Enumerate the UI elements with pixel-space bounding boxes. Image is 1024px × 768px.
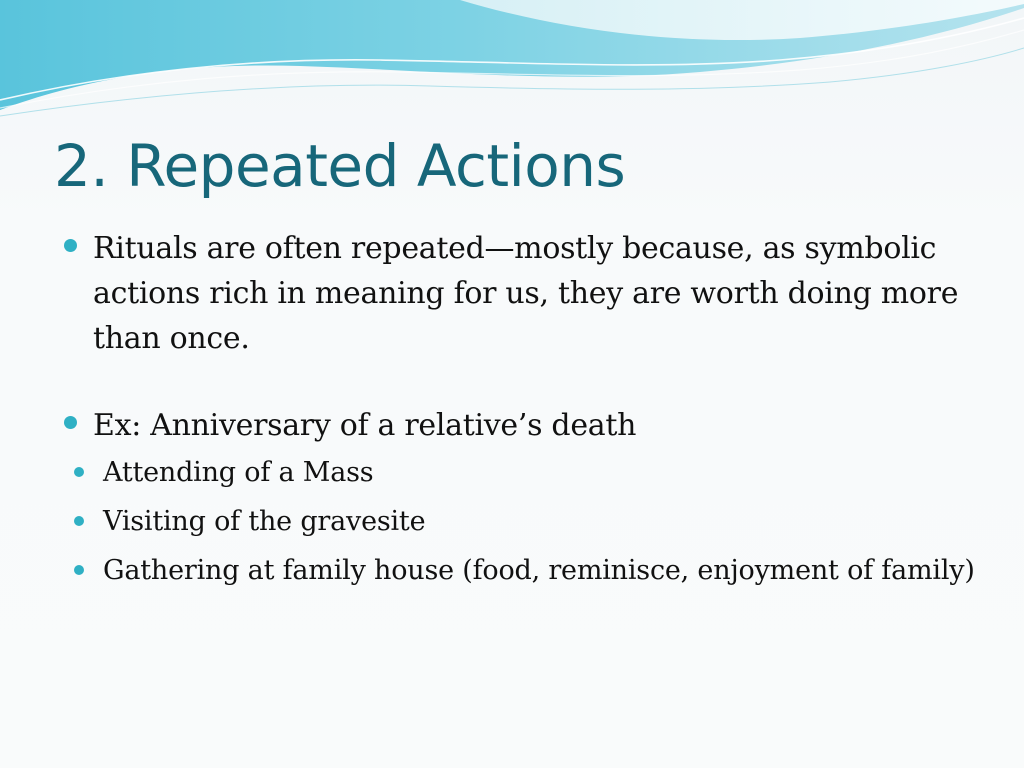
bullet-dot-icon — [64, 239, 77, 252]
bullet-text: Rituals are often repeated—mostly because, as symbolic actions rich in meaning for us, they are worth doing more than once. — [93, 231, 959, 356]
bullet-text: Ex: Anniversary of a relative’s death — [93, 408, 637, 443]
bullet-dot-icon — [64, 416, 77, 429]
sub-bullet-text: Visiting of the gravesite — [103, 506, 426, 537]
bullet-item — [62, 403, 982, 448]
bullet-list — [62, 226, 982, 599]
sub-bullet-list — [73, 452, 982, 592]
sub-bullet-item — [73, 452, 982, 494]
sub-bullet-item — [73, 501, 982, 543]
sub-bullet-item — [73, 550, 982, 592]
bullet-dot-icon — [74, 565, 84, 575]
bullet-dot-icon — [74, 516, 84, 526]
sub-bullet-text: Attending of a Mass — [103, 457, 374, 488]
slide-title: 2. Repeated Actions — [54, 132, 626, 200]
sub-bullet-text: Gathering at family house (food, reminisce, enjoyment of family) — [103, 555, 975, 586]
wave-header-decoration — [0, 0, 1024, 130]
bullet-item — [62, 226, 982, 361]
bullet-dot-icon — [74, 467, 84, 477]
